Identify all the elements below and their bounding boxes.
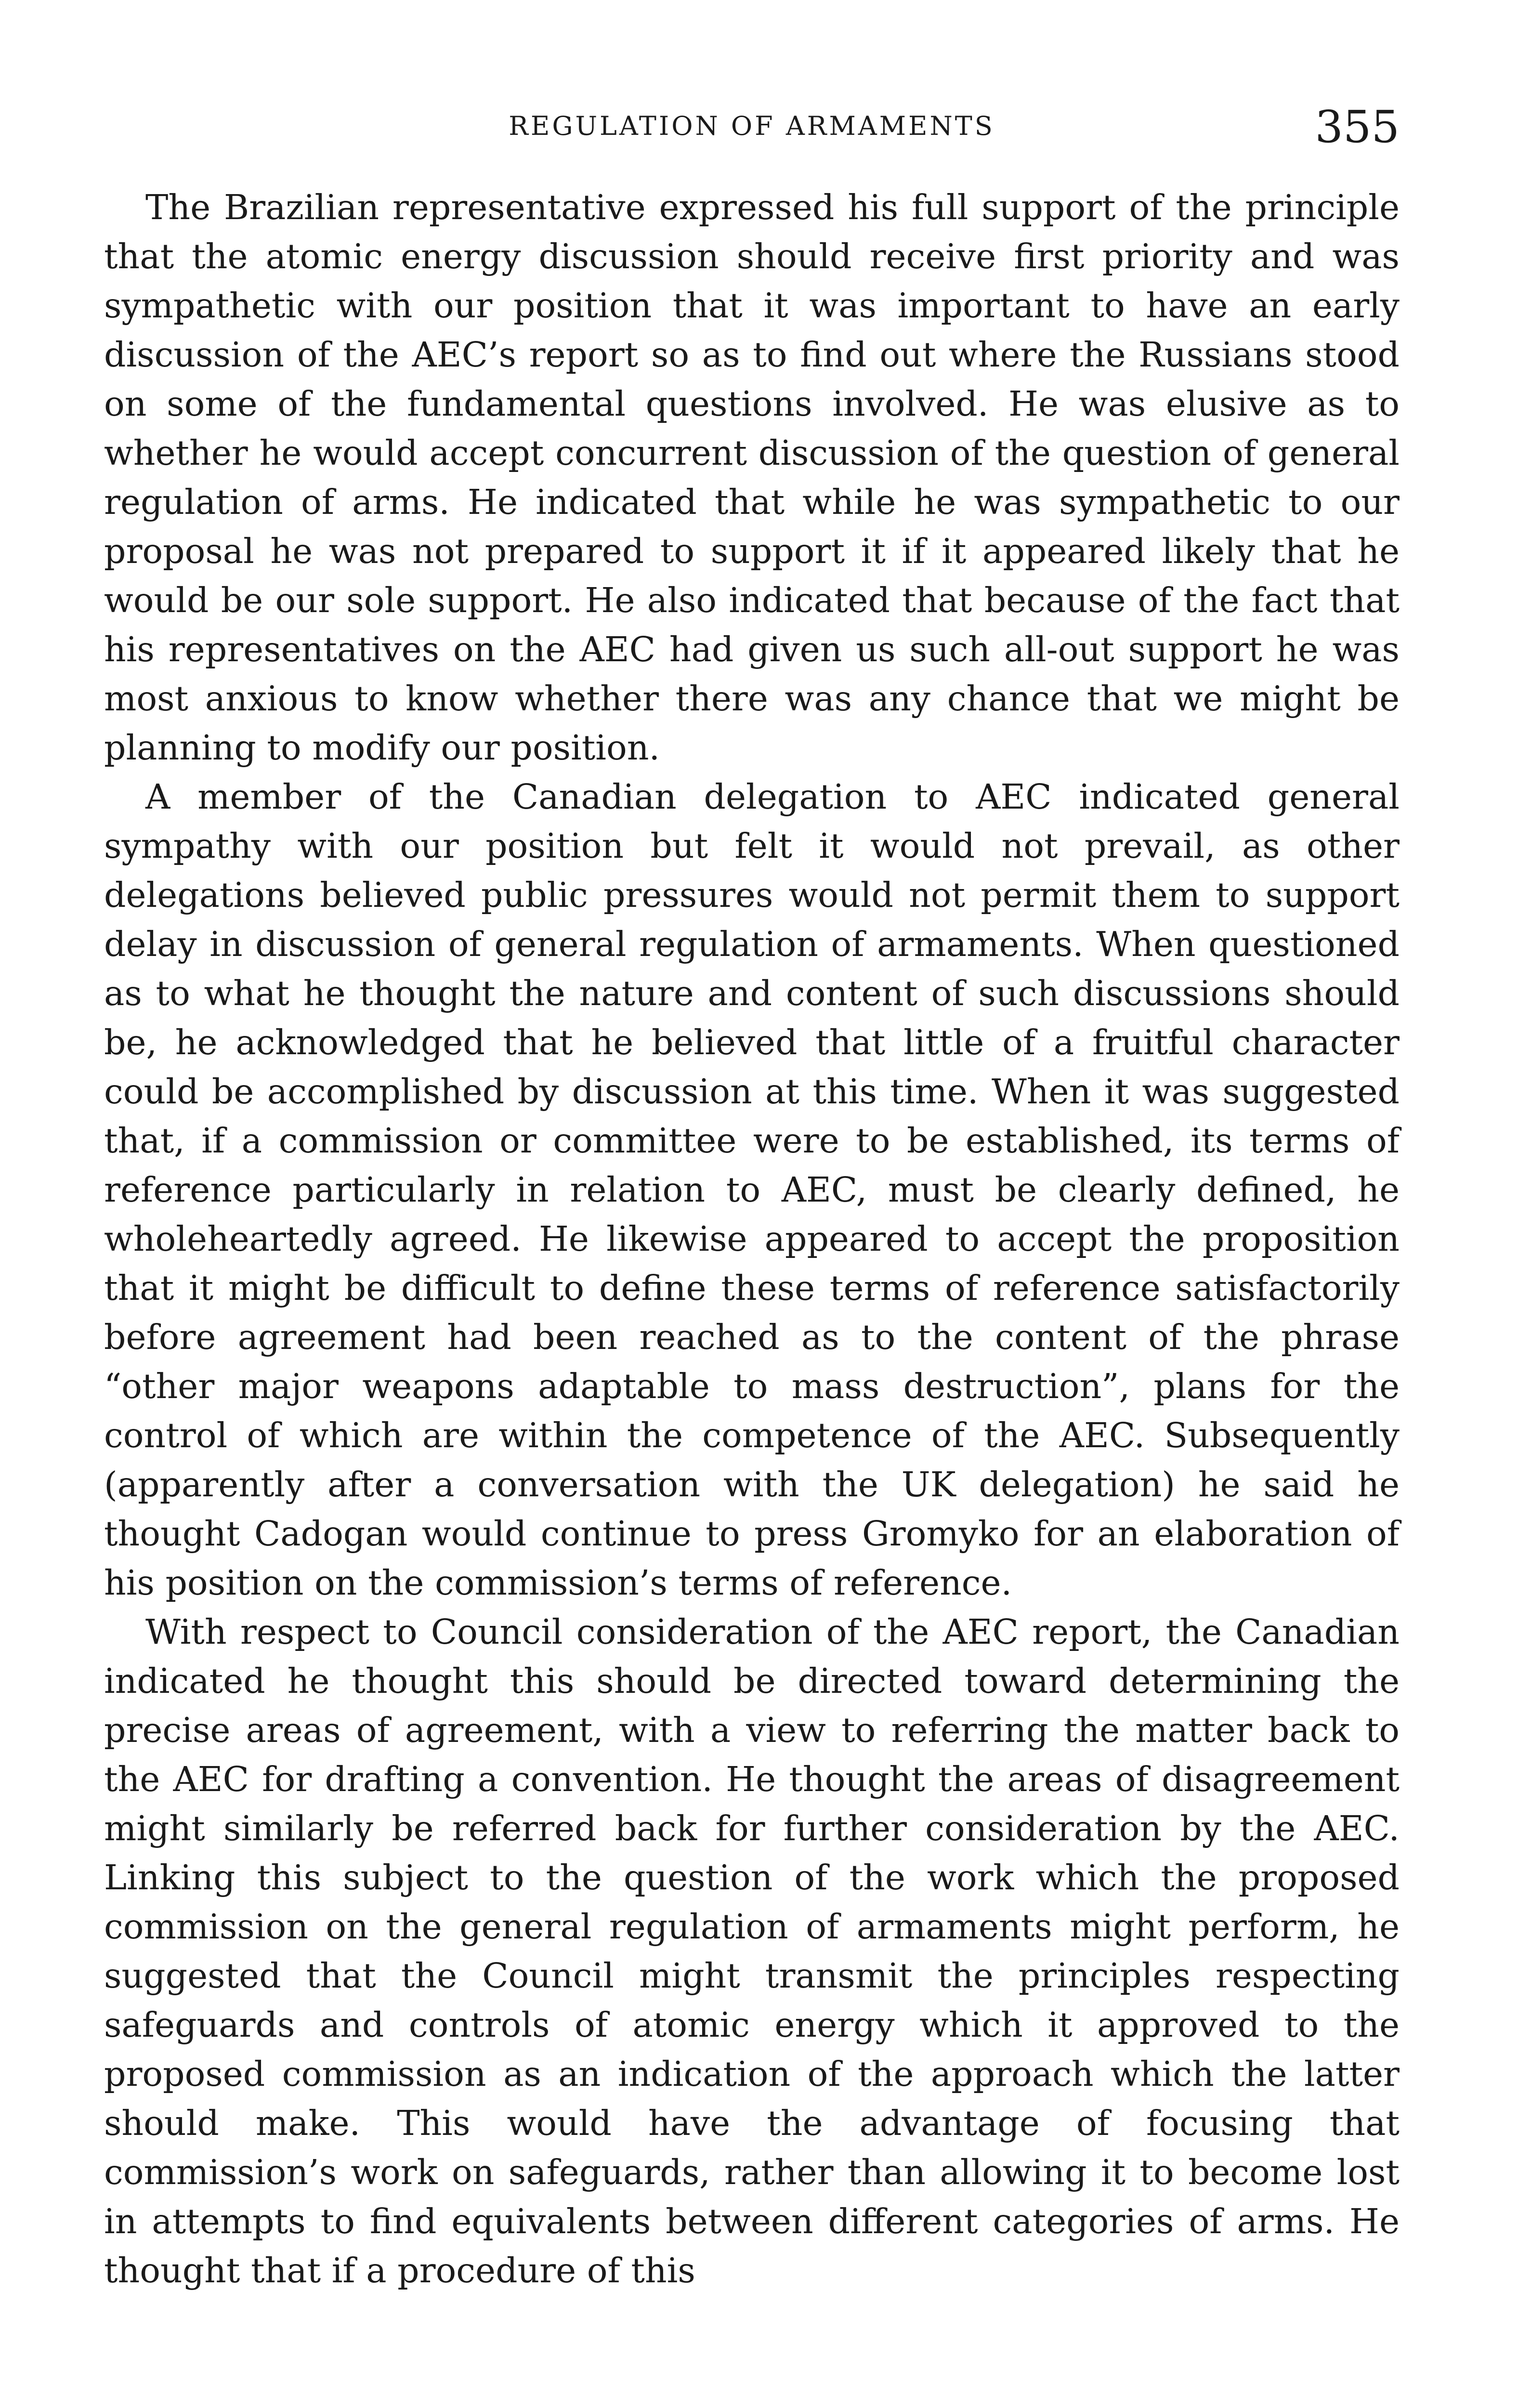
paragraph-council-consideration: With respect to Council consideration of the AEC report, the Canadian indicated he thought this should be directed toward determining the precise areas of agreement, with a view to referring the matter back to the AEC for drafting a convention. He thought the areas of disagreement might similarly be referred back for further consideration by the AEC. Linking this subject to the question of the work which the proposed commission on the general regulation of armaments might perform, he suggested that the Council might transmit the principles respecting safeguards and controls of atomic energy which it approved to the proposed commission as an indication of the approach which the latter should make. This would have the advantage of focusing that commission’s work on safeguards, rather than allowing it to become lost in attempts to find equivalents between different categories of arms. He thought that if a procedure of this xyxy=(104,1612,1400,2290)
paragraph-brazilian-representative: The Brazilian representative expressed his full support of the principle that the atomic energy discussion should receive first priority and was sympathetic with our position that it was important to have an early discussion of the AEC’s report so as to find out where the Russians stood on some of the fundamental questions involved. He was elusive as to whether he would accept concurrent discussion of the question of general regulation of arms. He indicated that while he was sympathetic to our proposal he was not prepared to support it if it appeared likely that he would be our sole support. He also indicated that because of the fact that his representatives on the AEC had given us such all-out support he was most anxious to know whether there was any chance that we might be planning to modify our position. xyxy=(104,187,1400,768)
paragraph-canadian-delegation: A member of the Canadian delegation to AEC indicated general sympathy with our position but felt it would not prevail, as other delegations believed public pressures would not permit them to support delay in discussion of general regulation of armaments. When questioned as to what he thought the nature and content of such discussions should be, he acknowledged that he believed that little of a fruitful character could be accomplished by discussion at this time. When it was suggested that, if a commission or committee were to be established, its terms of reference particularly in relation to AEC, must be clearly defined, he wholeheartedly agreed. He likewise appeared to accept the proposition that it might be difficult to define these terms of reference satisfactorily before agreement had been reached as to the content of the phrase “other major weapons adaptable to mass destruction”, plans for the control of which are within the competence of the AEC. Subsequently (apparently after a conversation with the UK delegation) he said he thought Cadogan would continue to press Gromyko for an elaboration of his position on the commission’s terms of reference. xyxy=(104,777,1400,1603)
running-head xyxy=(104,101,1400,154)
document-page xyxy=(104,0,1400,2408)
body-text xyxy=(104,183,1400,2295)
running-head-title: REGULATION OF ARMAMENTS xyxy=(509,111,995,141)
page-number: 355 xyxy=(1315,101,1400,153)
